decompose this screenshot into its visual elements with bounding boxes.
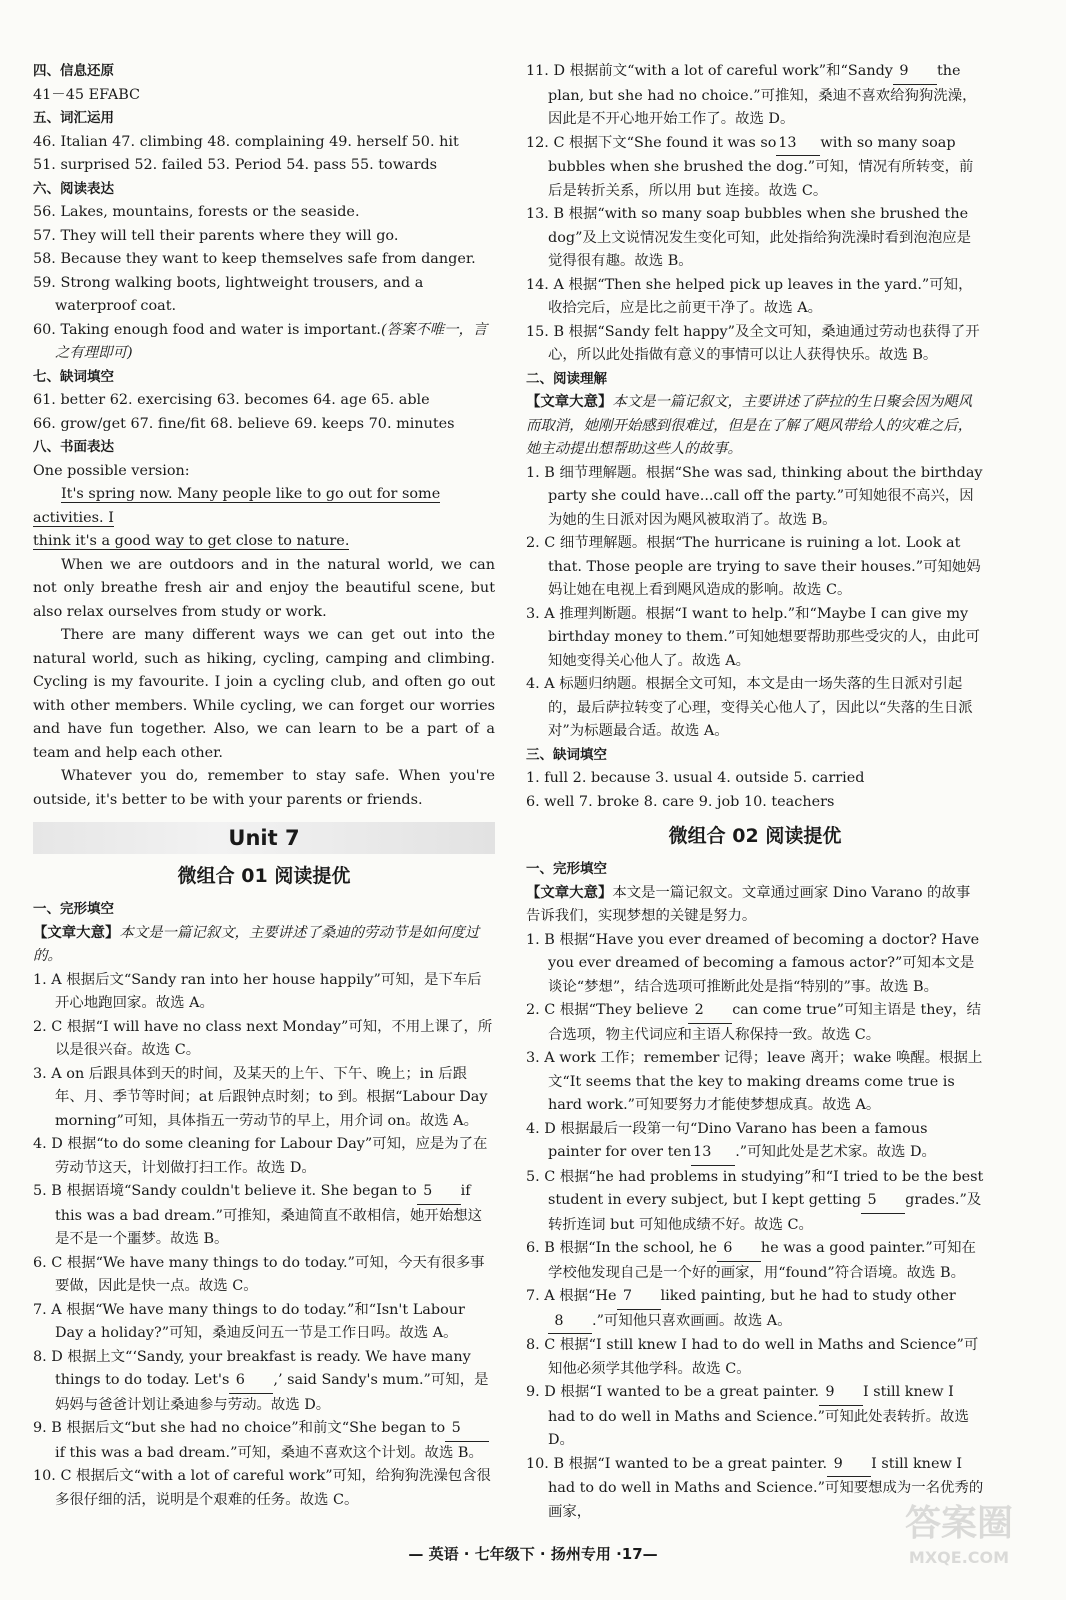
answer-number: 12. C (526, 134, 570, 151)
answer-number: 4. D (33, 1136, 68, 1152)
answer-number: 2. C (526, 535, 560, 551)
answer-text: 根据“to do some cleaning for Labour Day”可知，应是为了在劳动节这天，计划做打扫工作。故选 D。 (55, 1136, 488, 1176)
answer-number: 9. D (526, 1384, 561, 1400)
answer-item (526, 929, 984, 1000)
section-title: 五、词汇运用 (33, 110, 114, 126)
answer-line: 66. grow/get 67. fine/fit 68. believe 69. keeps 70. minutes (33, 415, 455, 432)
answer-text: 根据后文“but she had no choice”和前文“She began to (66, 1420, 446, 1436)
answer-line: 56. Lakes, mountains, forests or the seaside. (33, 204, 360, 220)
answer-item (526, 1237, 984, 1285)
blank-number: 5 (417, 1180, 461, 1205)
answer-number: 8. D (33, 1348, 68, 1365)
answer-line: 57. They will tell their parents where they will go. (33, 227, 399, 244)
answer-number: 7. A (33, 1301, 67, 1318)
answer-item (526, 673, 984, 744)
section-title: 三、缺词填空 (526, 746, 607, 763)
blank-number: 2 (688, 999, 732, 1024)
essay-paragraph: When we are outdoors and in the natural world, we can not only breathe fresh air and enjoy the beautiful scene, but also relax ourselves from study or work. (33, 556, 495, 620)
answer-text: 根据“with so many soap bubbles when she brushed the dog”及上文说情况发生变化可知，此处指给狗洗澡时看到泡泡应是觉得很有趣。故选 B。 (548, 206, 971, 269)
blank-number: 13 (691, 1141, 735, 1166)
answer-text: 根据“They believe (559, 1002, 689, 1018)
answer-list (33, 969, 495, 1513)
answer-text: 标题归纳题。根据全文可知，本文是由一场失落的生日派对引起的，最后萨拉转变了心理，变得关心他人了，因此以“失落的生日派对”为标题最合适。故选 A。 (548, 676, 973, 739)
answer-number: 10. C (33, 1468, 77, 1484)
answer-number: 3. A (526, 605, 560, 622)
section-title: 七、缺词填空 (33, 368, 114, 385)
answer-text: grades.”及转折连词 but 可知他成绩不好。故选 C。 (548, 1192, 982, 1233)
answer-text: 根据“I wanted to be a great painter. (568, 1455, 828, 1472)
answer-text: I still knew I had to do well in Maths and Science.”可知此处表转折。故选 D。 (548, 1384, 969, 1448)
answer-item (33, 1465, 495, 1512)
essay-intro: One possible version: (33, 462, 190, 479)
answer-text: 推理判断题。根据“I want to help.”和“Maybe I can give my birthday money to them.”可知她想要帮助那些受灾的人，由此可知她变得关心他人了。故选 A。 (548, 605, 980, 669)
answer-item (33, 1063, 495, 1134)
answer-text: 细节理解题。根据“The hurricane is ruining a lot. Look at that. Those people are trying to save their houses.”可知她妈妈让她在电视上看到飓风造成的影响。故选 C。 (548, 535, 981, 598)
left-column (33, 60, 495, 1512)
answer-text: 根据“I wanted to be a great painter. (560, 1384, 819, 1400)
answer-item (526, 1047, 984, 1118)
answer-number: 8. C (526, 1337, 560, 1353)
answer-item (33, 969, 495, 1016)
answer-list (526, 929, 984, 1525)
answer-line: 51. surprised 52. failed 53. Period 54. pass 55. towards (33, 157, 438, 173)
answer-number: 4. A (526, 676, 560, 692)
answer-text: 根据上文“‘Sandy, your breakfast is ready. We have many things to do today. Let's (55, 1348, 471, 1388)
blank-number: 6 (229, 1369, 273, 1394)
answer-line: 6. well 7. broke 8. care 9. job 10. teachers (526, 793, 835, 810)
group-heading: 微组合 02 阅读提优 (668, 825, 842, 847)
answer-text: 细节理解题。根据“She was sad, thinking about the birthday party she could have...call off the party.”可知她很不高兴，因为她的生日派对因为飓风被取消了。故选 B。 (548, 464, 983, 528)
blank-number: 9 (819, 1381, 863, 1406)
answer-text: 根据语境“Sandy couldn't believe it. She began to (66, 1183, 417, 1199)
answer-text: liked painting, but he had to study other (660, 1288, 956, 1304)
answer-item (526, 603, 984, 674)
answer-item (526, 132, 984, 204)
answer-line: 61. better 62. exercising 63. becomes 64. age 65. able (33, 392, 430, 408)
unit-heading: Unit 7 (33, 822, 495, 854)
essay-underlined: think it's a good way to get close to nature. (33, 533, 350, 549)
answer-list (526, 60, 984, 368)
answer-text: 根据“he had problems in studying”和“I tried to be the best student in every subject, but I kept getting (548, 1168, 984, 1208)
section-title: 四、信息还原 (33, 63, 114, 79)
essay-paragraph: There are many different ways we can get out into the natural world, such as hiking, cycling, camping and climbing. Cycling is my favourite. I join a cycling club, and often go out with other members. While cycling, we can forget our worries and have fun together. Also, we can learn to be a part of a team and help each other. (33, 627, 495, 761)
answer-number: 5. B (33, 1183, 67, 1199)
answer-list (526, 462, 984, 744)
answer-line: 59. Strong walking boots, lightweight trousers, and a waterproof coat. (33, 274, 424, 314)
answer-item (526, 532, 984, 603)
answer-item (33, 1133, 495, 1180)
answer-item (526, 1118, 984, 1166)
blank-number: 5 (861, 1189, 905, 1214)
section-title: 一、完形填空 (526, 861, 607, 877)
answer-number: 4. D (526, 1120, 561, 1137)
answer-line: 41－45 EFABC (33, 86, 141, 103)
answer-text: 根据“Sandy felt happy”及全文可知，桑迪通过劳动也获得了开心，所以此处指做有意义的事情可以让人获得快乐。故选 B。 (548, 323, 980, 363)
answer-item (526, 321, 984, 368)
blank-number: 7 (617, 1285, 661, 1310)
answer-text: 根据“We have many things to do today.”可知，今天有很多事要做，因此是快一点。故选 C。 (55, 1254, 485, 1294)
answer-number: 1. B (526, 464, 560, 481)
answer-item (526, 203, 984, 274)
answer-number: 13. B (526, 206, 569, 222)
answer-item (526, 1285, 984, 1334)
answer-text: 根据后文“Sandy ran into her house happily”可知，是下车后开心地跑回家。故选 A。 (55, 971, 482, 1011)
answer-text: 根据最后一段第一句“Dino Varano has been a famous painter for over ten (548, 1120, 928, 1160)
answer-line: 58. Because they want to keep themselves safe from danger. (33, 251, 476, 267)
answer-line: 46. Italian 47. climbing 48. complaining 49. herself 50. hit (33, 133, 459, 150)
right-column (526, 60, 984, 1524)
answer-item (526, 1166, 984, 1238)
answer-item (33, 1299, 495, 1346)
answer-text: 根据“I will have no class next Monday”可知，不用上课了，所以是很兴奋。故选 C。 (55, 1018, 493, 1058)
answer-number: 10. B (526, 1455, 569, 1472)
answer-text: he was a good painter.”可知在学校他发现自己是一个好的画家，用“found”符合语境。故选 B。 (548, 1240, 976, 1281)
page-footer: — 英语 · 七年级下 · 扬州专用 ·17— (408, 1545, 658, 1563)
answer-text: 根据“I still knew I had to do well in Maths and Science”可知他必须学其他学科。故选 C。 (548, 1337, 979, 1377)
answer-number: 15. B (526, 323, 569, 340)
answer-number: 1. B (526, 931, 560, 948)
answer-text: 根据“He (559, 1288, 617, 1304)
answer-text: 根据前文“with a lot of careful work”和“Sandy (569, 63, 893, 79)
answer-text: 根据“We have many things to do today.”和“Isn't Labour Day a holiday?”可知，桑迪反问五一节是工作日吗。故选 A。 (55, 1301, 465, 1341)
answer-number: 6. B (526, 1240, 560, 1256)
essay-underlined: It's spring now. Many people like to go out for some activities. I (33, 486, 441, 526)
answer-number: 5. C (526, 1168, 560, 1185)
answer-number: 14. A (526, 276, 569, 293)
answer-text: ,’ said Sandy's mum.”可知，是妈妈与爸爸计划让桑迪参与劳动。故选 D。 (55, 1372, 489, 1413)
answer-item (526, 1334, 984, 1381)
answer-item (33, 1417, 495, 1465)
summary: 【文章大意】本文是一篇记叙文，主要讲述了桑迪的劳动节是如何度过的。 (33, 924, 480, 964)
answer-item (526, 999, 984, 1047)
answer-number: 6. C (33, 1254, 67, 1271)
answer-number: 3. A (526, 1050, 560, 1066)
answer-item (33, 1180, 495, 1252)
answer-text: 根据“Have you ever dreamed of becoming a doctor? Have you ever dreamed of becoming a famous actor?”可知本文是谈论“梦想”，结合选项可推断此处是指“特别的”事。故选 B。 (548, 931, 980, 995)
answer-text: if this was a bad dream.”可知，桑迪不喜欢这个计划。故选 B。 (55, 1444, 483, 1461)
answer-text: work 工作；remember 记得；leave 离开；wake 唤醒。根据上文“It seems that the key to making dreams come true is hard work.”可知要努力才能使梦想成真。故选 A。 (548, 1050, 983, 1113)
blank-number: 13 (776, 132, 820, 157)
answer-text: 根据下文“She found it was so (569, 134, 777, 151)
blank-number: 6 (717, 1237, 761, 1262)
answer-number: 11. D (526, 63, 570, 79)
answer-item (33, 1346, 495, 1418)
answer-text: .”可知他只喜欢画画。故选 A。 (592, 1312, 792, 1329)
section-title: 一、完形填空 (33, 901, 114, 917)
answer-item (526, 60, 984, 132)
answer-text: 根据“Then she helped pick up leaves in the yard.”可知，收拾完后，应是比之前更干净了。故选 A。 (548, 276, 973, 316)
answer-number: 1. A (33, 971, 67, 988)
blank-number: 9 (827, 1453, 871, 1478)
answer-text: on 后跟具体到天的时间，及某天的上午、下午、晚上；in 后跟年、月、季节等时间；at 后跟钟点时刻；to 到。根据“Labour Day morning”可知，具体指五一劳动节的早上，用介词 on。故选 A。 (55, 1065, 488, 1129)
watermark-logo: 答案圈 MXQE.COM (904, 1503, 1013, 1567)
group-heading: 微组合 01 阅读提优 (177, 865, 351, 887)
answer-number: 9. B (33, 1420, 67, 1436)
answer-number: 2. C (33, 1018, 67, 1035)
answer-line: 1. full 2. because 3. usual 4. outside 5. carried (526, 770, 865, 786)
blank-number: 9 (893, 60, 937, 85)
answer-text: 根据后文“with a lot of careful work”可知，给狗狗洗澡包含很多很仔细的活，说明是个艰难的任务。故选 C。 (55, 1468, 491, 1508)
section-title: 八、书面表达 (33, 439, 114, 455)
answer-text: 根据“In the school, he (559, 1240, 717, 1256)
answer-text: the plan, but she had no choice.”可推知，桑迪不喜欢给狗狗洗澡，因此是不开心地开始工作了。故选 D。 (548, 63, 977, 127)
section-title: 二、阅读理解 (526, 370, 607, 387)
summary: 【文章大意】本文是一篇记叙文。文章通过画家 Dino Varano 的故事告诉我们，实现梦想的关键是努力。 (526, 884, 971, 924)
blank-number: 8 (548, 1310, 592, 1335)
answer-text: can come true”可知主语是 they，结合选项，物主代词应和主语人称保持一致。故选 C。 (548, 1002, 981, 1043)
answer-item (526, 462, 984, 533)
blank-number: 5 (445, 1417, 489, 1442)
section-title: 六、阅读表达 (33, 180, 114, 197)
answer-text: I still knew I had to do well in Maths and Science.”可知要想成为一名优秀的画家， (548, 1455, 984, 1520)
answer-text: with so many soap bubbles when she brushed the dog.”可知，情况有所转变，前后是转折关系，所以用 but 连接。故选 C。 (548, 134, 974, 199)
answer-number: 7. A (526, 1288, 560, 1304)
answer-text: if this was a bad dream.”可推知，桑迪简直不敢相信，她开始想这是不是一个噩梦。故选 B。 (55, 1183, 482, 1247)
answer-line: 60. Taking enough food and water is important.(答案不唯一，言之有理即可) (33, 321, 488, 361)
summary: 【文章大意】本文是一篇记叙文，主要讲述了萨拉的生日聚会因为飓风而取消，她刚开始感到很难过，但是在了解了飓风带给人的灾难之后，她主动提出想帮助这些人的故事。 (526, 394, 973, 457)
answer-item (33, 1252, 495, 1299)
answer-number: 3. A (33, 1065, 67, 1082)
answer-text: .”可知此处是艺术家。故选 D。 (735, 1144, 936, 1160)
answer-item (526, 274, 984, 321)
essay-paragraph: Whatever you do, remember to stay safe. When you're outside, it's better to be with your parents or friends. (33, 768, 495, 808)
answer-item (33, 1016, 495, 1063)
answer-number: 2. C (526, 1002, 560, 1018)
answer-item (526, 1381, 984, 1453)
